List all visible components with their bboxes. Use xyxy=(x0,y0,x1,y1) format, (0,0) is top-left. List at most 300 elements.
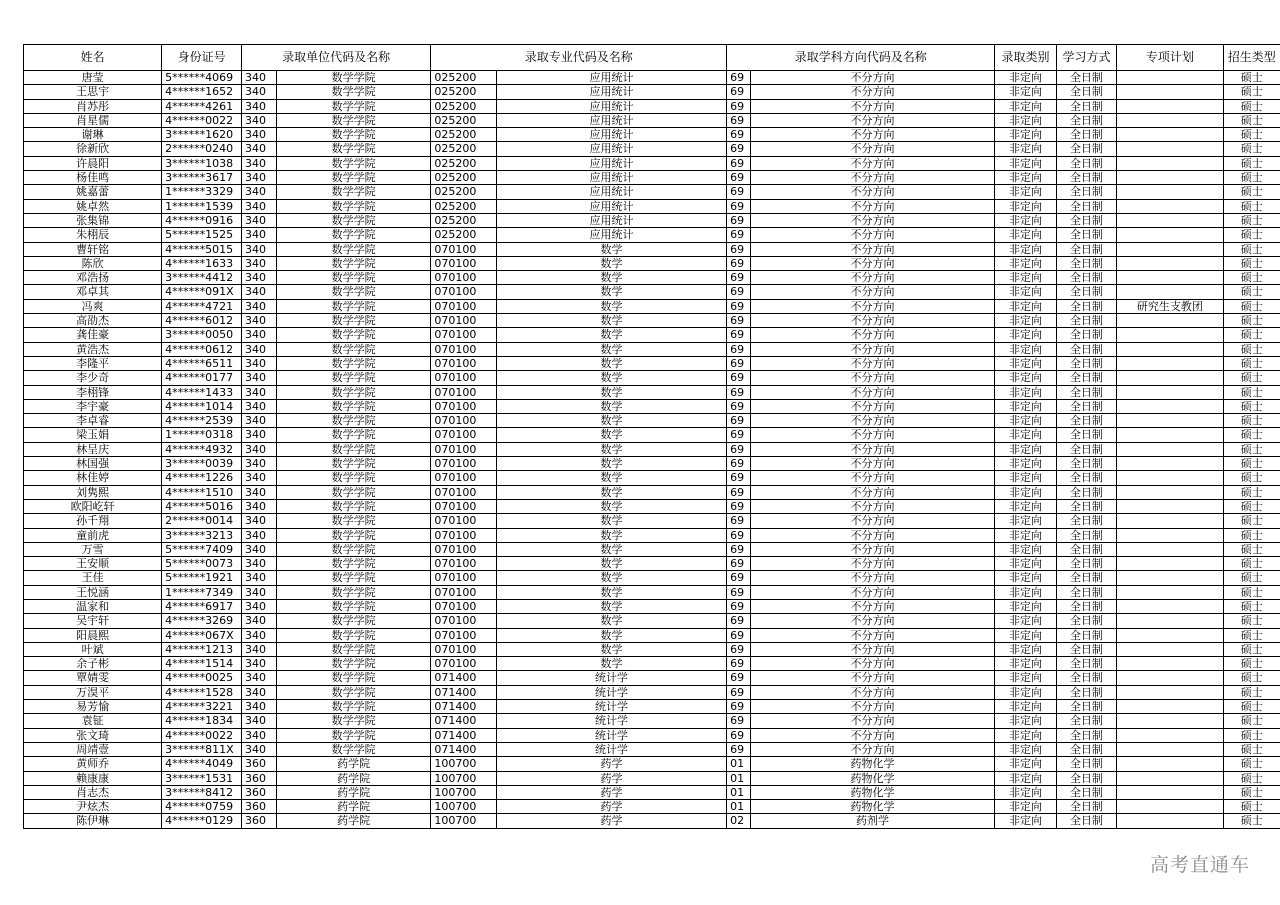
cell-direction-name: 不分方向 xyxy=(750,314,995,328)
cell-study-mode: 全日制 xyxy=(1056,142,1116,156)
cell-unit-name: 数学学院 xyxy=(276,242,431,256)
cell-study-mode: 全日制 xyxy=(1056,442,1116,456)
cell-major-code: 070100 xyxy=(431,542,497,556)
cell-id-number: 3******0039 xyxy=(162,457,242,471)
cell-major-name: 统计学 xyxy=(496,700,726,714)
cell-special-plan xyxy=(1117,528,1223,542)
cell-category: 非定向 xyxy=(995,185,1056,199)
cell-direction-code: 69 xyxy=(727,714,751,728)
cell-direction-name: 不分方向 xyxy=(750,557,995,571)
cell-major-name: 数学 xyxy=(496,528,726,542)
cell-study-mode: 全日制 xyxy=(1056,499,1116,513)
cell-id-number: 4******067X xyxy=(162,628,242,642)
cell-id-number: 3******0050 xyxy=(162,328,242,342)
cell-id-number: 3******8412 xyxy=(162,785,242,799)
cell-category: 非定向 xyxy=(995,599,1056,613)
cell-unit-name: 数学学院 xyxy=(276,514,431,528)
table-row xyxy=(24,242,1280,256)
cell-unit-name: 数学学院 xyxy=(276,342,431,356)
cell-direction-name: 不分方向 xyxy=(750,342,995,356)
table-row xyxy=(24,428,1280,442)
cell-special-plan xyxy=(1117,571,1223,585)
cell-name: 李卓睿 xyxy=(24,414,162,428)
cell-direction-name: 不分方向 xyxy=(750,113,995,127)
cell-enroll-type: 硕士 xyxy=(1223,800,1280,814)
cell-direction-code: 69 xyxy=(727,399,751,413)
cell-unit-code: 340 xyxy=(242,657,277,671)
cell-unit-code: 340 xyxy=(242,285,277,299)
cell-enroll-type: 硕士 xyxy=(1223,671,1280,685)
cell-special-plan xyxy=(1117,156,1223,170)
cell-direction-name: 不分方向 xyxy=(750,85,995,99)
cell-major-code: 070100 xyxy=(431,614,497,628)
cell-id-number: 5******7409 xyxy=(162,542,242,556)
cell-major-code: 071400 xyxy=(431,728,497,742)
cell-major-name: 数学 xyxy=(496,356,726,370)
cell-unit-code: 340 xyxy=(242,685,277,699)
cell-major-name: 数学 xyxy=(496,542,726,556)
cell-major-name: 数学 xyxy=(496,599,726,613)
cell-study-mode: 全日制 xyxy=(1056,700,1116,714)
cell-unit-name: 数学学院 xyxy=(276,599,431,613)
cell-study-mode: 全日制 xyxy=(1056,71,1116,85)
cell-enroll-type: 硕士 xyxy=(1223,128,1280,142)
cell-enroll-type: 硕士 xyxy=(1223,542,1280,556)
cell-category: 非定向 xyxy=(995,242,1056,256)
cell-major-name: 数学 xyxy=(496,256,726,270)
cell-unit-code: 340 xyxy=(242,628,277,642)
cell-direction-code: 69 xyxy=(727,142,751,156)
cell-category: 非定向 xyxy=(995,542,1056,556)
cell-name: 肖星儒 xyxy=(24,113,162,127)
cell-special-plan xyxy=(1117,614,1223,628)
cell-major-code: 070100 xyxy=(431,356,497,370)
cell-category: 非定向 xyxy=(995,571,1056,585)
cell-name: 余子彬 xyxy=(24,657,162,671)
cell-unit-code: 340 xyxy=(242,113,277,127)
cell-unit-name: 数学学院 xyxy=(276,213,431,227)
cell-category: 非定向 xyxy=(995,700,1056,714)
cell-major-name: 数学 xyxy=(496,614,726,628)
table-row xyxy=(24,314,1280,328)
cell-id-number: 4******0177 xyxy=(162,371,242,385)
cell-name: 李栩锋 xyxy=(24,385,162,399)
cell-major-name: 应用统计 xyxy=(496,213,726,227)
cell-name: 姚嘉蕾 xyxy=(24,185,162,199)
cell-direction-name: 不分方向 xyxy=(750,128,995,142)
table-row xyxy=(24,614,1280,628)
cell-special-plan xyxy=(1117,371,1223,385)
cell-unit-name: 数学学院 xyxy=(276,271,431,285)
cell-major-code: 070100 xyxy=(431,271,497,285)
cell-special-plan xyxy=(1117,457,1223,471)
table-row xyxy=(24,156,1280,170)
cell-unit-name: 数学学院 xyxy=(276,156,431,170)
cell-enroll-type: 硕士 xyxy=(1223,356,1280,370)
cell-unit-code: 340 xyxy=(242,342,277,356)
cell-id-number: 4******5016 xyxy=(162,499,242,513)
cell-enroll-type: 硕士 xyxy=(1223,171,1280,185)
cell-major-code: 070100 xyxy=(431,471,497,485)
cell-enroll-type: 硕士 xyxy=(1223,499,1280,513)
cell-major-name: 统计学 xyxy=(496,742,726,756)
cell-direction-name: 不分方向 xyxy=(750,571,995,585)
cell-unit-name: 数学学院 xyxy=(276,328,431,342)
cell-direction-name: 不分方向 xyxy=(750,171,995,185)
cell-unit-code: 360 xyxy=(242,814,277,828)
cell-unit-name: 数学学院 xyxy=(276,657,431,671)
cell-direction-code: 69 xyxy=(727,628,751,642)
cell-direction-name: 不分方向 xyxy=(750,328,995,342)
cell-category: 非定向 xyxy=(995,99,1056,113)
cell-name: 唐莹 xyxy=(24,71,162,85)
cell-name: 赖康康 xyxy=(24,771,162,785)
cell-category: 非定向 xyxy=(995,299,1056,313)
cell-unit-name: 数学学院 xyxy=(276,585,431,599)
table-row xyxy=(24,271,1280,285)
cell-study-mode: 全日制 xyxy=(1056,171,1116,185)
cell-special-plan xyxy=(1117,256,1223,270)
table-row xyxy=(24,785,1280,799)
table-row xyxy=(24,213,1280,227)
cell-id-number: 1******0318 xyxy=(162,428,242,442)
cell-category: 非定向 xyxy=(995,356,1056,370)
cell-name: 吴宇轩 xyxy=(24,614,162,628)
cell-direction-name: 不分方向 xyxy=(750,728,995,742)
cell-study-mode: 全日制 xyxy=(1056,185,1116,199)
cell-name: 龚佳豪 xyxy=(24,328,162,342)
cell-study-mode: 全日制 xyxy=(1056,99,1116,113)
cell-enroll-type: 硕士 xyxy=(1223,771,1280,785)
cell-unit-code: 340 xyxy=(242,542,277,556)
cell-id-number: 4******1510 xyxy=(162,485,242,499)
cell-unit-name: 数学学院 xyxy=(276,499,431,513)
cell-category: 非定向 xyxy=(995,742,1056,756)
cell-id-number: 4******6511 xyxy=(162,356,242,370)
cell-major-name: 药学 xyxy=(496,814,726,828)
cell-id-number: 4******3269 xyxy=(162,614,242,628)
cell-major-code: 070100 xyxy=(431,499,497,513)
cell-category: 非定向 xyxy=(995,213,1056,227)
cell-direction-code: 69 xyxy=(727,371,751,385)
cell-direction-code: 69 xyxy=(727,499,751,513)
cell-major-code: 070100 xyxy=(431,657,497,671)
cell-unit-code: 340 xyxy=(242,142,277,156)
cell-special-plan xyxy=(1117,485,1223,499)
cell-major-name: 数学 xyxy=(496,299,726,313)
cell-study-mode: 全日制 xyxy=(1056,642,1116,656)
cell-major-name: 数学 xyxy=(496,328,726,342)
cell-enroll-type: 硕士 xyxy=(1223,442,1280,456)
cell-direction-code: 69 xyxy=(727,557,751,571)
cell-enroll-type: 硕士 xyxy=(1223,528,1280,542)
cell-category: 非定向 xyxy=(995,414,1056,428)
cell-unit-name: 数学学院 xyxy=(276,528,431,542)
cell-special-plan xyxy=(1117,99,1223,113)
cell-direction-code: 69 xyxy=(727,671,751,685)
cell-study-mode: 全日制 xyxy=(1056,628,1116,642)
cell-direction-name: 不分方向 xyxy=(750,299,995,313)
cell-special-plan xyxy=(1117,213,1223,227)
cell-major-name: 数学 xyxy=(496,371,726,385)
cell-special-plan xyxy=(1117,557,1223,571)
cell-id-number: 3******3213 xyxy=(162,528,242,542)
cell-id-number: 4******1226 xyxy=(162,471,242,485)
cell-study-mode: 全日制 xyxy=(1056,542,1116,556)
cell-major-name: 应用统计 xyxy=(496,185,726,199)
cell-direction-name: 不分方向 xyxy=(750,199,995,213)
cell-direction-name: 不分方向 xyxy=(750,685,995,699)
cell-id-number: 5******0073 xyxy=(162,557,242,571)
cell-id-number: 2******0240 xyxy=(162,142,242,156)
table-row xyxy=(24,142,1280,156)
cell-enroll-type: 硕士 xyxy=(1223,714,1280,728)
cell-major-name: 数学 xyxy=(496,285,726,299)
cell-major-code: 100700 xyxy=(431,785,497,799)
cell-unit-code: 340 xyxy=(242,399,277,413)
cell-direction-name: 不分方向 xyxy=(750,528,995,542)
cell-id-number: 4******0612 xyxy=(162,342,242,356)
cell-direction-code: 69 xyxy=(727,428,751,442)
header-major: 录取专业代码及名称 xyxy=(431,45,727,71)
cell-study-mode: 全日制 xyxy=(1056,199,1116,213)
cell-major-code: 070100 xyxy=(431,457,497,471)
cell-major-code: 070100 xyxy=(431,585,497,599)
cell-unit-code: 340 xyxy=(242,213,277,227)
table-row xyxy=(24,285,1280,299)
table-row xyxy=(24,471,1280,485)
cell-major-code: 070100 xyxy=(431,599,497,613)
cell-unit-name: 数学学院 xyxy=(276,714,431,728)
cell-direction-code: 01 xyxy=(727,771,751,785)
cell-enroll-type: 硕士 xyxy=(1223,142,1280,156)
cell-category: 非定向 xyxy=(995,113,1056,127)
cell-enroll-type: 硕士 xyxy=(1223,485,1280,499)
cell-unit-name: 数学学院 xyxy=(276,185,431,199)
cell-major-code: 025200 xyxy=(431,99,497,113)
cell-study-mode: 全日制 xyxy=(1056,785,1116,799)
cell-enroll-type: 硕士 xyxy=(1223,328,1280,342)
cell-category: 非定向 xyxy=(995,442,1056,456)
cell-name: 孙千翔 xyxy=(24,514,162,528)
cell-special-plan xyxy=(1117,228,1223,242)
cell-major-name: 药学 xyxy=(496,757,726,771)
cell-name: 杨佳鸣 xyxy=(24,171,162,185)
cell-id-number: 4******1433 xyxy=(162,385,242,399)
cell-special-plan xyxy=(1117,385,1223,399)
cell-unit-code: 340 xyxy=(242,514,277,528)
cell-major-code: 070100 xyxy=(431,571,497,585)
cell-unit-name: 数学学院 xyxy=(276,628,431,642)
cell-enroll-type: 硕士 xyxy=(1223,428,1280,442)
cell-major-name: 统计学 xyxy=(496,671,726,685)
cell-major-name: 应用统计 xyxy=(496,228,726,242)
cell-unit-name: 数学学院 xyxy=(276,385,431,399)
header-special-plan: 专项计划 xyxy=(1117,45,1223,71)
cell-name: 肖志杰 xyxy=(24,785,162,799)
cell-study-mode: 全日制 xyxy=(1056,113,1116,127)
cell-major-name: 数学 xyxy=(496,657,726,671)
cell-study-mode: 全日制 xyxy=(1056,742,1116,756)
table-row xyxy=(24,71,1280,85)
cell-major-code: 071400 xyxy=(431,742,497,756)
cell-id-number: 4******4932 xyxy=(162,442,242,456)
table-row xyxy=(24,342,1280,356)
cell-category: 非定向 xyxy=(995,557,1056,571)
cell-direction-name: 不分方向 xyxy=(750,371,995,385)
cell-enroll-type: 硕士 xyxy=(1223,457,1280,471)
cell-unit-code: 340 xyxy=(242,485,277,499)
cell-unit-code: 340 xyxy=(242,742,277,756)
cell-name: 王悦涵 xyxy=(24,585,162,599)
cell-direction-code: 69 xyxy=(727,542,751,556)
cell-study-mode: 全日制 xyxy=(1056,156,1116,170)
cell-category: 非定向 xyxy=(995,628,1056,642)
cell-study-mode: 全日制 xyxy=(1056,771,1116,785)
cell-direction-name: 不分方向 xyxy=(750,714,995,728)
cell-enroll-type: 硕士 xyxy=(1223,585,1280,599)
cell-study-mode: 全日制 xyxy=(1056,328,1116,342)
cell-special-plan xyxy=(1117,671,1223,685)
cell-category: 非定向 xyxy=(995,342,1056,356)
cell-id-number: 4******1528 xyxy=(162,685,242,699)
cell-id-number: 1******3329 xyxy=(162,185,242,199)
cell-study-mode: 全日制 xyxy=(1056,428,1116,442)
cell-direction-code: 69 xyxy=(727,728,751,742)
cell-category: 非定向 xyxy=(995,499,1056,513)
cell-special-plan xyxy=(1117,171,1223,185)
cell-name: 万淏平 xyxy=(24,685,162,699)
cell-category: 非定向 xyxy=(995,728,1056,742)
cell-direction-code: 69 xyxy=(727,528,751,542)
cell-unit-name: 数学学院 xyxy=(276,128,431,142)
cell-id-number: 4******0129 xyxy=(162,814,242,828)
cell-enroll-type: 硕士 xyxy=(1223,471,1280,485)
cell-category: 非定向 xyxy=(995,385,1056,399)
cell-name: 谢琳 xyxy=(24,128,162,142)
cell-name: 王安顺 xyxy=(24,557,162,571)
cell-name: 曹轩铭 xyxy=(24,242,162,256)
table-row xyxy=(24,700,1280,714)
table-row xyxy=(24,528,1280,542)
cell-id-number: 4******1014 xyxy=(162,399,242,413)
cell-id-number: 1******7349 xyxy=(162,585,242,599)
cell-study-mode: 全日制 xyxy=(1056,128,1116,142)
cell-direction-code: 69 xyxy=(727,742,751,756)
cell-major-code: 070100 xyxy=(431,642,497,656)
cell-direction-name: 不分方向 xyxy=(750,185,995,199)
cell-study-mode: 全日制 xyxy=(1056,271,1116,285)
cell-unit-code: 340 xyxy=(242,700,277,714)
cell-enroll-type: 硕士 xyxy=(1223,614,1280,628)
cell-name: 冯爽 xyxy=(24,299,162,313)
cell-study-mode: 全日制 xyxy=(1056,528,1116,542)
cell-unit-code: 340 xyxy=(242,171,277,185)
cell-name: 林呈庆 xyxy=(24,442,162,456)
cell-major-code: 070100 xyxy=(431,385,497,399)
cell-name: 林佳婷 xyxy=(24,471,162,485)
cell-special-plan xyxy=(1117,399,1223,413)
cell-major-name: 数学 xyxy=(496,314,726,328)
table-row xyxy=(24,771,1280,785)
cell-direction-name: 不分方向 xyxy=(750,585,995,599)
cell-direction-name: 不分方向 xyxy=(750,271,995,285)
cell-unit-code: 340 xyxy=(242,557,277,571)
cell-enroll-type: 硕士 xyxy=(1223,514,1280,528)
cell-direction-name: 不分方向 xyxy=(750,742,995,756)
cell-enroll-type: 硕士 xyxy=(1223,414,1280,428)
cell-direction-name: 药物化学 xyxy=(750,771,995,785)
cell-special-plan xyxy=(1117,113,1223,127)
cell-category: 非定向 xyxy=(995,171,1056,185)
cell-study-mode: 全日制 xyxy=(1056,213,1116,227)
cell-name: 陈伊琳 xyxy=(24,814,162,828)
table-row xyxy=(24,399,1280,413)
cell-category: 非定向 xyxy=(995,614,1056,628)
cell-major-name: 应用统计 xyxy=(496,71,726,85)
cell-special-plan xyxy=(1117,328,1223,342)
table-row xyxy=(24,299,1280,313)
cell-name: 张集锦 xyxy=(24,213,162,227)
cell-name: 易芳愉 xyxy=(24,700,162,714)
cell-enroll-type: 硕士 xyxy=(1223,156,1280,170)
cell-unit-name: 数学学院 xyxy=(276,414,431,428)
cell-direction-name: 药物化学 xyxy=(750,800,995,814)
header-study-mode: 学习方式 xyxy=(1056,45,1116,71)
cell-special-plan xyxy=(1117,71,1223,85)
cell-special-plan xyxy=(1117,271,1223,285)
cell-special-plan xyxy=(1117,471,1223,485)
cell-major-name: 数学 xyxy=(496,342,726,356)
cell-major-code: 025200 xyxy=(431,156,497,170)
cell-direction-name: 不分方向 xyxy=(750,628,995,642)
cell-enroll-type: 硕士 xyxy=(1223,213,1280,227)
cell-study-mode: 全日制 xyxy=(1056,256,1116,270)
cell-special-plan xyxy=(1117,142,1223,156)
cell-study-mode: 全日制 xyxy=(1056,314,1116,328)
cell-direction-name: 不分方向 xyxy=(750,213,995,227)
cell-name: 姚卓然 xyxy=(24,199,162,213)
cell-special-plan xyxy=(1117,642,1223,656)
cell-id-number: 3******1038 xyxy=(162,156,242,170)
cell-special-plan xyxy=(1117,314,1223,328)
cell-name: 温家和 xyxy=(24,599,162,613)
cell-unit-code: 340 xyxy=(242,242,277,256)
cell-unit-code: 340 xyxy=(242,71,277,85)
header-category: 录取类别 xyxy=(995,45,1056,71)
cell-category: 非定向 xyxy=(995,657,1056,671)
cell-unit-name: 数学学院 xyxy=(276,85,431,99)
table-row xyxy=(24,657,1280,671)
cell-direction-code: 69 xyxy=(727,342,751,356)
cell-major-code: 025200 xyxy=(431,199,497,213)
cell-enroll-type: 硕士 xyxy=(1223,371,1280,385)
cell-name: 周靖壹 xyxy=(24,742,162,756)
cell-enroll-type: 硕士 xyxy=(1223,385,1280,399)
cell-unit-name: 数学学院 xyxy=(276,199,431,213)
cell-direction-code: 69 xyxy=(727,199,751,213)
cell-major-code: 100700 xyxy=(431,800,497,814)
cell-enroll-type: 硕士 xyxy=(1223,299,1280,313)
cell-direction-name: 药物化学 xyxy=(750,757,995,771)
cell-study-mode: 全日制 xyxy=(1056,285,1116,299)
cell-unit-name: 数学学院 xyxy=(276,671,431,685)
cell-category: 非定向 xyxy=(995,585,1056,599)
table-row xyxy=(24,599,1280,613)
cell-special-plan xyxy=(1117,599,1223,613)
table-row xyxy=(24,171,1280,185)
cell-direction-code: 69 xyxy=(727,185,751,199)
